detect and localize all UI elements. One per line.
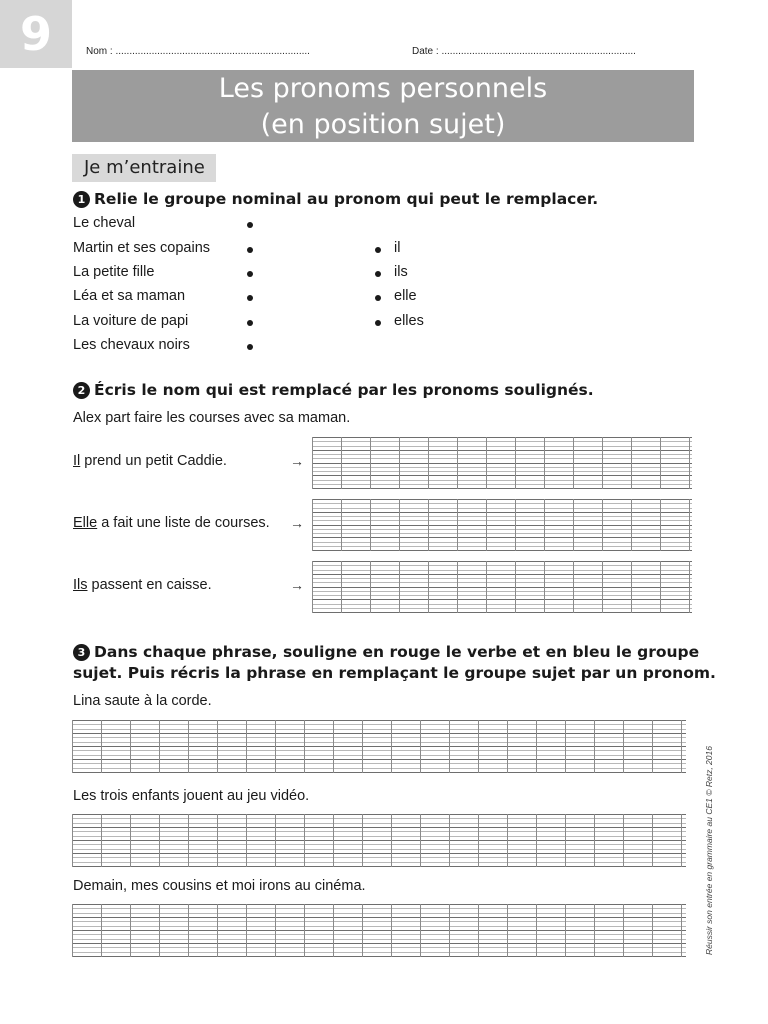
grid-line [312,463,692,464]
grid-column-line [515,561,516,613]
grid-line [312,604,692,605]
grid-column-line [188,720,189,773]
grid-line [312,570,692,571]
grid-line [312,582,692,583]
grid-column-line [72,904,73,957]
grid-column-line [681,904,682,957]
grid-column-line [660,561,661,613]
grid-column-line [602,499,603,551]
grid-column-line [544,499,545,551]
grid-column-line [101,904,102,957]
grid-column-line [217,720,218,773]
grid-column-line [341,437,342,489]
grid-line [312,475,692,476]
grid-column-line [391,720,392,773]
grid-column-line [246,814,247,867]
grid-column-line [623,814,624,867]
grid-column-line [536,814,537,867]
grid-column-line [631,437,632,489]
page-title [72,70,694,142]
grid-column-line [652,814,653,867]
grid-column-line [689,499,690,551]
grid-line [312,446,692,447]
grid-line [312,454,692,455]
sentence-rest: a fait une liste de courses. [97,515,270,531]
exercise-1-instruction [73,189,598,210]
grid-line [312,550,692,551]
grid-column-line [486,561,487,613]
exercise-3-sentence: Demain, mes cousins et moi irons au cinéma. [73,878,366,894]
grid-column-line [72,814,73,867]
grid-column-line [399,437,400,489]
exercise-2-intro: Alex part faire les courses avec sa maman. [73,410,351,426]
exercise-2-sentence [73,515,270,531]
grid-line [312,533,692,534]
grid-line [312,508,692,509]
underlined-pronoun: Ils [73,577,88,593]
exercise-3-line-1 [73,642,716,663]
grid-column-line [594,720,595,773]
title-line-2: (en position sujet) [260,109,506,140]
grid-column-line [565,814,566,867]
grid-line [312,484,692,485]
grid-column-line [457,561,458,613]
grid-column-line [428,437,429,489]
grid-column-line [573,499,574,551]
grid-column-line [565,904,566,957]
grid-column-line [486,499,487,551]
grid-line [312,450,692,451]
grid-column-line [631,561,632,613]
grid-column-line [652,904,653,957]
grid-column-line [652,720,653,773]
grid-column-line [391,814,392,867]
grid-column-line [246,904,247,957]
date-field[interactable]: Date : ...................................................................... [412,46,636,57]
grid-line [312,574,692,575]
link-dot[interactable] [247,344,253,350]
grid-column-line [217,904,218,957]
exercise-3-number: 3 [73,644,90,661]
grid-column-line [370,437,371,489]
grid-column-line [449,904,450,957]
exercise-3-instruction [73,642,716,684]
grid-column-line [333,814,334,867]
answer-grid[interactable] [312,561,692,613]
link-dot[interactable] [247,271,253,277]
grid-column-line [544,437,545,489]
list-item: Le cheval [73,215,136,231]
arrow-icon: → [290,577,304,593]
exercise-3-line-2: sujet. Puis récris la phrase en remplaçant le groupe sujet par un pronom. [73,664,716,682]
grid-line [312,565,692,566]
list-item: elle [394,288,417,304]
grid-column-line [507,904,508,957]
grid-column-line [478,904,479,957]
grid-column-line [478,814,479,867]
grid-column-line [159,720,160,773]
grid-column-line [362,904,363,957]
list-item: Léa et sa maman [73,288,186,304]
grid-column-line [689,561,690,613]
grid-line [312,561,692,562]
grid-column-line [428,561,429,613]
grid-column-line [457,437,458,489]
grid-column-line [507,814,508,867]
grid-column-line [623,904,624,957]
grid-column-line [362,814,363,867]
arrow-icon: → [290,515,304,531]
exercise-3-sentence: Les trois enfants jouent au jeu vidéo. [73,788,310,804]
link-dot[interactable] [375,320,381,326]
grid-line [312,467,692,468]
grid-column-line [275,720,276,773]
grid-column-line [362,720,363,773]
list-item: il [394,240,401,256]
list-item: ils [394,264,408,280]
grid-column-line [478,720,479,773]
name-field[interactable]: Nom : ...................................................................... [86,46,310,57]
grid-column-line [449,814,450,867]
underlined-pronoun: Il [73,453,81,469]
exercise-1-number: 1 [73,191,90,208]
answer-grid[interactable] [72,904,686,957]
grid-column-line [188,814,189,867]
exercise-3-sentence: Lina saute à la corde. [73,693,212,709]
grid-line [312,612,692,613]
grid-column-line [594,814,595,867]
page-number: 9 [0,0,72,68]
grid-line [312,587,692,588]
grid-column-line [341,499,342,551]
grid-column-line [159,814,160,867]
answer-grid[interactable] [72,720,686,773]
grid-line [312,441,692,442]
grid-line [312,591,692,592]
exercise-2-number: 2 [73,382,90,399]
grid-column-line [536,720,537,773]
grid-column-line [130,720,131,773]
grid-line [312,578,692,579]
link-dot[interactable] [375,247,381,253]
link-dot[interactable] [247,320,253,326]
list-item: Martin et ses copains [73,240,211,256]
grid-column-line [217,814,218,867]
grid-line [312,542,692,543]
grid-line [312,595,692,596]
grid-line [312,599,692,600]
grid-line [312,608,692,609]
grid-column-line [188,904,189,957]
grid-line [312,546,692,547]
list-item: Les chevaux noirs [73,337,190,353]
grid-line [312,520,692,521]
grid-column-line [544,561,545,613]
exercise-2-sentence [73,453,227,469]
grid-column-line [312,499,313,551]
grid-column-line [689,437,690,489]
grid-column-line [370,499,371,551]
grid-column-line [681,814,682,867]
grid-column-line [420,720,421,773]
link-dot[interactable] [247,295,253,301]
grid-column-line [312,561,313,613]
exercise-2-text: Écris le nom qui est remplacé par les pronoms soulignés. [94,381,594,399]
grid-column-line [370,561,371,613]
grid-column-line [515,499,516,551]
grid-column-line [304,720,305,773]
grid-line [312,480,692,481]
grid-column-line [602,561,603,613]
underlined-pronoun: Elle [73,515,98,531]
grid-line [312,516,692,517]
link-dot[interactable] [247,222,253,228]
grid-column-line [130,904,131,957]
grid-column-line [246,720,247,773]
grid-column-line [623,720,624,773]
grid-column-line [536,904,537,957]
grid-column-line [72,720,73,773]
grid-column-line [428,499,429,551]
grid-line [312,499,692,500]
grid-column-line [449,720,450,773]
exercise-3-text-1: Dans chaque phrase, souligne en rouge le verbe et en bleu le groupe [94,643,700,661]
link-dot[interactable] [247,247,253,253]
grid-column-line [130,814,131,867]
sentence-rest: passent en caisse. [87,577,212,593]
grid-column-line [399,561,400,613]
grid-column-line [420,904,421,957]
grid-column-line [341,561,342,613]
grid-line [312,512,692,513]
grid-line [312,471,692,472]
list-item: elles [394,313,424,329]
grid-column-line [681,720,682,773]
exercise-1-text: Relie le groupe nominal au pronom qui peut le remplacer. [94,190,599,208]
grid-column-line [333,904,334,957]
grid-column-line [573,561,574,613]
answer-grid[interactable] [312,437,692,489]
grid-column-line [391,904,392,957]
grid-line [312,525,692,526]
grid-column-line [507,720,508,773]
grid-column-line [602,437,603,489]
grid-column-line [101,814,102,867]
section-tag: Je m’entraine [72,154,216,182]
grid-line [312,537,692,538]
grid-column-line [594,904,595,957]
grid-column-line [420,814,421,867]
grid-column-line [101,720,102,773]
grid-column-line [660,437,661,489]
list-item: La petite fille [73,264,155,280]
grid-column-line [660,499,661,551]
grid-column-line [565,720,566,773]
answer-grid[interactable] [312,499,692,551]
grid-column-line [486,437,487,489]
answer-grid[interactable] [72,814,686,867]
sentence-rest: prend un petit Caddie. [80,453,227,469]
side-credit: Réussir son entrée en grammaire au CE1 © Retz, 2016 [704,746,714,955]
grid-column-line [275,904,276,957]
exercise-2-instruction [73,380,594,401]
exercise-2-sentence [73,577,212,593]
grid-column-line [275,814,276,867]
grid-column-line [515,437,516,489]
grid-line [312,503,692,504]
arrow-icon: → [290,453,304,469]
grid-column-line [399,499,400,551]
grid-line [312,437,692,438]
grid-column-line [333,720,334,773]
grid-column-line [631,499,632,551]
link-dot[interactable] [375,271,381,277]
grid-column-line [304,904,305,957]
title-line-1: Les pronoms personnels [218,73,548,104]
grid-line [312,529,692,530]
grid-column-line [573,437,574,489]
grid-column-line [312,437,313,489]
link-dot[interactable] [375,295,381,301]
grid-column-line [304,814,305,867]
grid-line [312,488,692,489]
grid-column-line [159,904,160,957]
grid-column-line [457,499,458,551]
grid-line [312,458,692,459]
list-item: La voiture de papi [73,313,189,329]
